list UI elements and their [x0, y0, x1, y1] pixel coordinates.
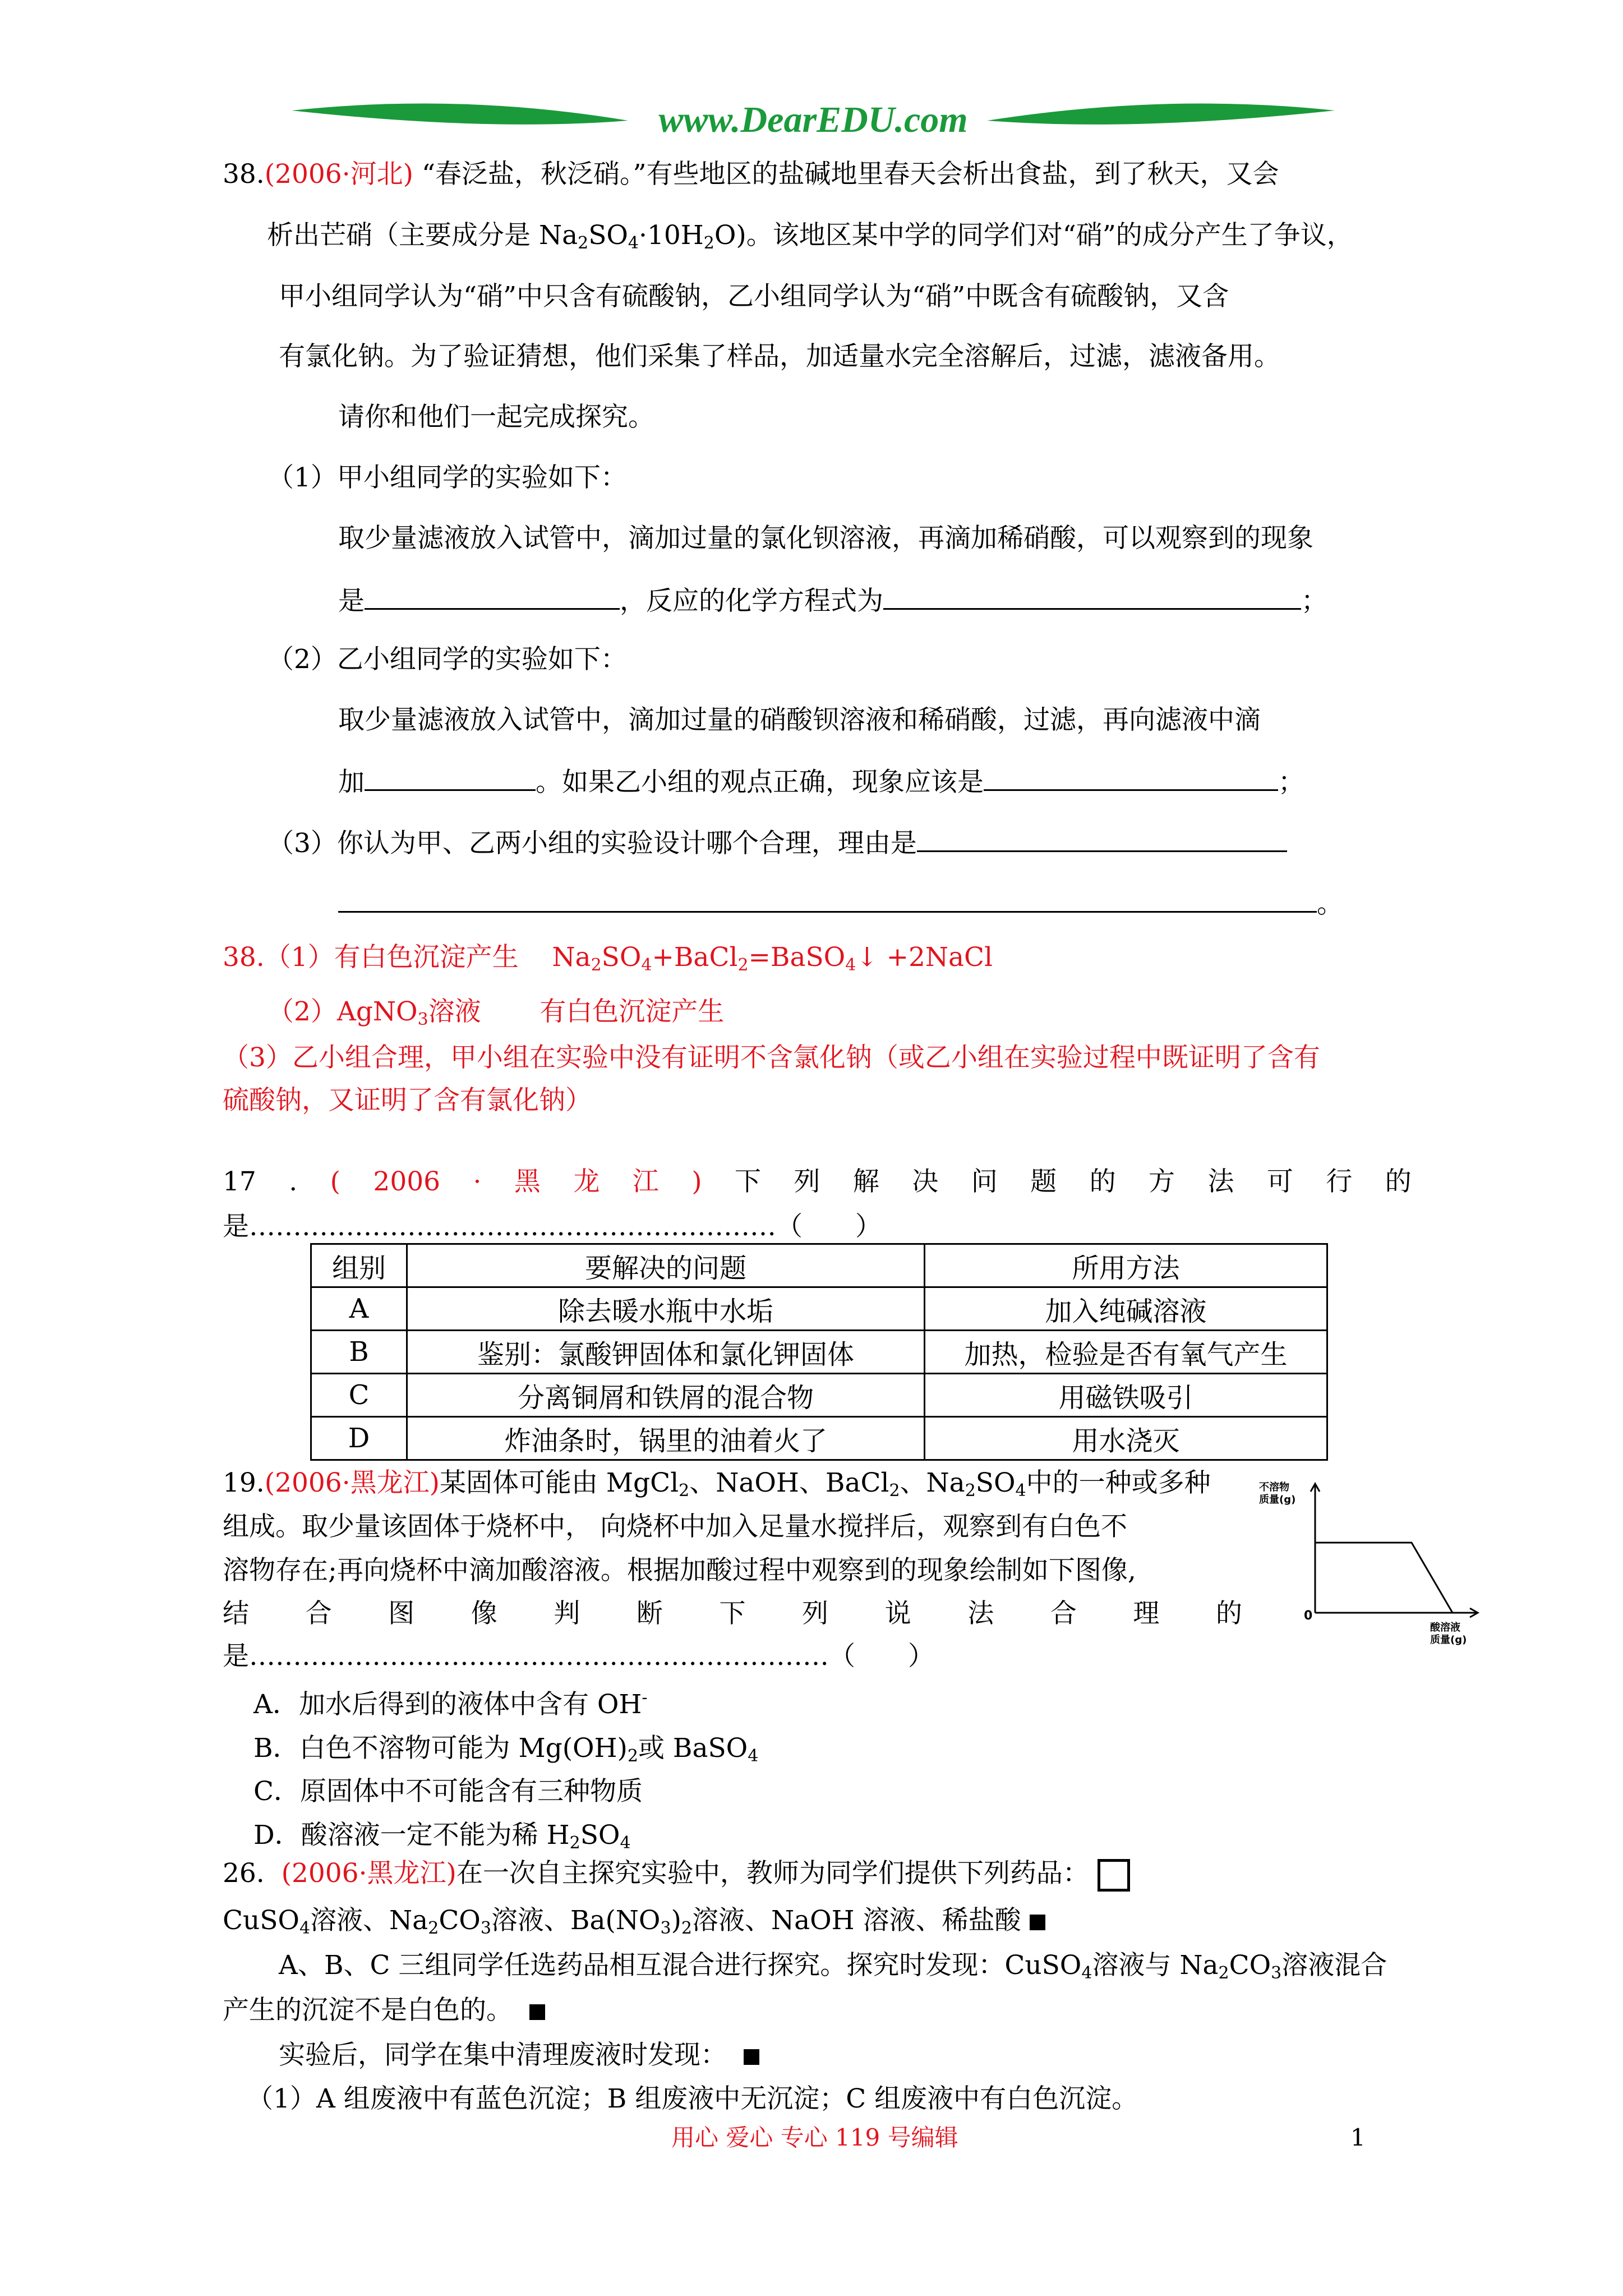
q17-line2: 是……………………………………………………（ ）: [223, 1211, 882, 1242]
graph-x-label-1: 酸溶液: [1430, 1622, 1460, 1634]
graph-data-line: [1315, 1543, 1453, 1613]
q19-option-b: B．白色不溶物可能为 $Mg(OH)_2$或 BaSO$_4$: [253, 1733, 759, 1766]
answer38-line2: （2）AgNO$_3$溶液 有白色沉淀产生: [268, 996, 725, 1029]
q19-source: (2006·黑龙江): [264, 1467, 440, 1498]
q38-part2: （2）乙小组同学的实验如下：: [268, 644, 627, 675]
table-cell: 分离铜屑和铁屑的混合物: [407, 1374, 925, 1417]
table-cell: 用水浇灭: [925, 1417, 1327, 1460]
q19-line2: 组成。取少量该固体于烧杯中， 向烧杯中加入足量水搅拌后，观察到有白色不: [223, 1511, 1127, 1542]
q26-line2: CuSO$_4$溶液、$Na_2CO_3$溶液、$Ba(NO_3)_2$溶液、NaOH 溶液、稀盐酸: [223, 1907, 1045, 1934]
answer-blank-2[interactable]: [883, 586, 1301, 610]
q17-line1: 17 . ( 2006 · 黑 龙 江 ) 下 列 解 决 问 题 的 方 法 可 行 的: [223, 1166, 1412, 1197]
q38-part3: （3）你认为甲、乙两小组的实验设计哪个合理，理由是: [268, 828, 1287, 857]
q26-source: (2006·黑龙江): [281, 1858, 457, 1889]
filled-square-icon: [529, 2004, 545, 2020]
q38-part1b: 是 ，反应的化学方程式为 ；: [338, 586, 1327, 616]
q19-line4: 结 合 图 像 判 断 下 列 说 法 合 理 的: [223, 1598, 1242, 1629]
header-banner: [292, 98, 1335, 149]
table-row: [311, 1417, 1327, 1460]
page-number: 1: [1350, 2124, 1366, 2151]
q19-option-a: A．加水后得到的液体中含有 OH-: [253, 1688, 648, 1720]
answer-blank-5[interactable]: [917, 828, 1287, 852]
table-cell: A: [311, 1287, 407, 1331]
table-cell: 鉴别：氯酸钾固体和氯化钾固体: [407, 1331, 925, 1374]
table-cell: 用磁铁吸引: [925, 1374, 1327, 1417]
q38-line4: 有氯化钠。为了验证猜想，他们采集了样品，加适量水完全溶解后，过滤，滤液备用。: [279, 341, 1280, 372]
table-row: [311, 1374, 1327, 1417]
answer-blank-1[interactable]: [365, 586, 620, 610]
table-cell: C: [311, 1374, 407, 1417]
q19-option-d: D．酸溶液一定不能为稀 $H_2SO_4$: [253, 1820, 631, 1853]
answer38-line4: 硫酸钠，又证明了含有氯化钠）: [223, 1085, 592, 1116]
filled-square-icon: [1030, 1915, 1045, 1930]
q38-part3-line2: 。: [338, 889, 1343, 917]
table-row: [311, 1287, 1327, 1331]
graph-y-label-2: 质量(g): [1259, 1494, 1296, 1506]
table-row: [311, 1331, 1327, 1374]
q26-line1: 26. (2006·黑龙江)在一次自主探究实验中，教师为同学们提供下列药品：: [223, 1859, 1130, 1892]
table-header-cell: 所用方法: [925, 1244, 1327, 1287]
answer-blank-4[interactable]: [984, 767, 1278, 791]
banner-swoosh-left: [292, 104, 628, 125]
answer38-line3: （3）乙小组合理，甲小组在实验中没有证明不含氯化钠（或乙小组在实验过程中既证明了含有: [223, 1042, 1320, 1073]
q26-line4: 产生的沉淀不是白色的。: [223, 1997, 545, 2023]
empty-square-icon: [1098, 1859, 1130, 1892]
q19-graph: [1259, 1478, 1495, 1646]
filled-square-icon: [744, 2049, 759, 2065]
table-header-cell: 要解决的问题: [407, 1244, 925, 1287]
table-cell: B: [311, 1331, 407, 1374]
q19-line3: 溶物存在;再向烧杯中滴加酸溶液。根据加酸过程中观察到的现象绘制如下图像,: [223, 1555, 1136, 1586]
q19-option-c: C．原固体中不可能含有三种物质: [253, 1776, 643, 1807]
banner-swoosh-right: [987, 104, 1335, 125]
table-header-row: [311, 1244, 1327, 1287]
q38-line5: 请你和他们一起完成探究。: [338, 402, 654, 432]
q38-line2: 析出芒硝（主要成分是 $Na_2SO_4\cdot 10H_2O$)。该地区某中学的同学们对“硝”的成分产生了争议，: [267, 220, 1353, 253]
header-site[interactable]: www.DearEDU.com: [658, 99, 968, 140]
q38-part2b: 加 。如果乙小组的观点正确，现象应该是 ；: [338, 767, 1304, 798]
table-cell: 除去暖水瓶中水垢: [407, 1287, 925, 1331]
answer38-line1: 38.（1）有白色沉淀产生 $Na_2SO_4+BaCl_2=BaSO_4↓$ +2NaCl: [223, 942, 993, 975]
table-cell: 加热，检验是否有氧气产生: [925, 1331, 1327, 1374]
graph-y-label-1: 不溶物: [1259, 1481, 1289, 1493]
table-cell: 炸油条时，锅里的油着火了: [407, 1417, 925, 1460]
answer-blank-6[interactable]: [338, 889, 1317, 913]
q26-line5: 实验后，同学在集中清理废液时发现：: [279, 2042, 759, 2068]
q38-line1: 38.(2006·河北) “春泛盐，秋泛硝。”有些地区的盐碱地里春天会析出食盐，到了秋天，又会: [223, 159, 1279, 190]
table-header-cell: 组别: [311, 1244, 407, 1287]
q19-line5: 是…………………………………………………………（ ）: [223, 1641, 934, 1672]
q38-part1: （1）甲小组同学的实验如下：: [268, 462, 627, 493]
footer-text: 用心 爱心 专心 119 号编辑: [671, 2124, 958, 2151]
q38-part1a: 取少量滤液放入试管中，滴加过量的氯化钡溶液，再滴加稀硝酸，可以观察到的现象: [338, 523, 1313, 554]
q26-line6: （1）A 组废液中有蓝色沉淀；B 组废液中无沉淀；C 组废液中有白色沉淀。: [247, 2083, 1138, 2114]
table-cell: D: [311, 1417, 407, 1460]
q38-source: (2006·河北): [264, 159, 413, 190]
table-cell: 加入纯碱溶液: [925, 1287, 1327, 1331]
q17-table: [310, 1243, 1328, 1461]
q38-part2a: 取少量滤液放入试管中，滴加过量的硝酸钡溶液和稀硝酸，过滤，再向滤液中滴: [338, 705, 1261, 735]
graph-x-label-2: 质量(g): [1430, 1634, 1467, 1646]
q38-line3: 甲小组同学认为“硝”中只含有硫酸钠，乙小组同学认为“硝”中既含有硫酸钠，又含: [279, 281, 1229, 312]
q19-line1: 19.(2006·黑龙江)某固体可能由 MgCl$_2$、NaOH、BaCl$_2$、$Na_2SO_4$中的一种或多种: [223, 1467, 1211, 1501]
graph-origin: 0: [1304, 1609, 1313, 1623]
q26-line3: A、B、C 三组同学任选药品相互混合进行探究。探究时发现：CuSO$_4$溶液与 $Na_2CO_3$溶液混合: [279, 1950, 1387, 1983]
answer-blank-3[interactable]: [365, 767, 536, 791]
